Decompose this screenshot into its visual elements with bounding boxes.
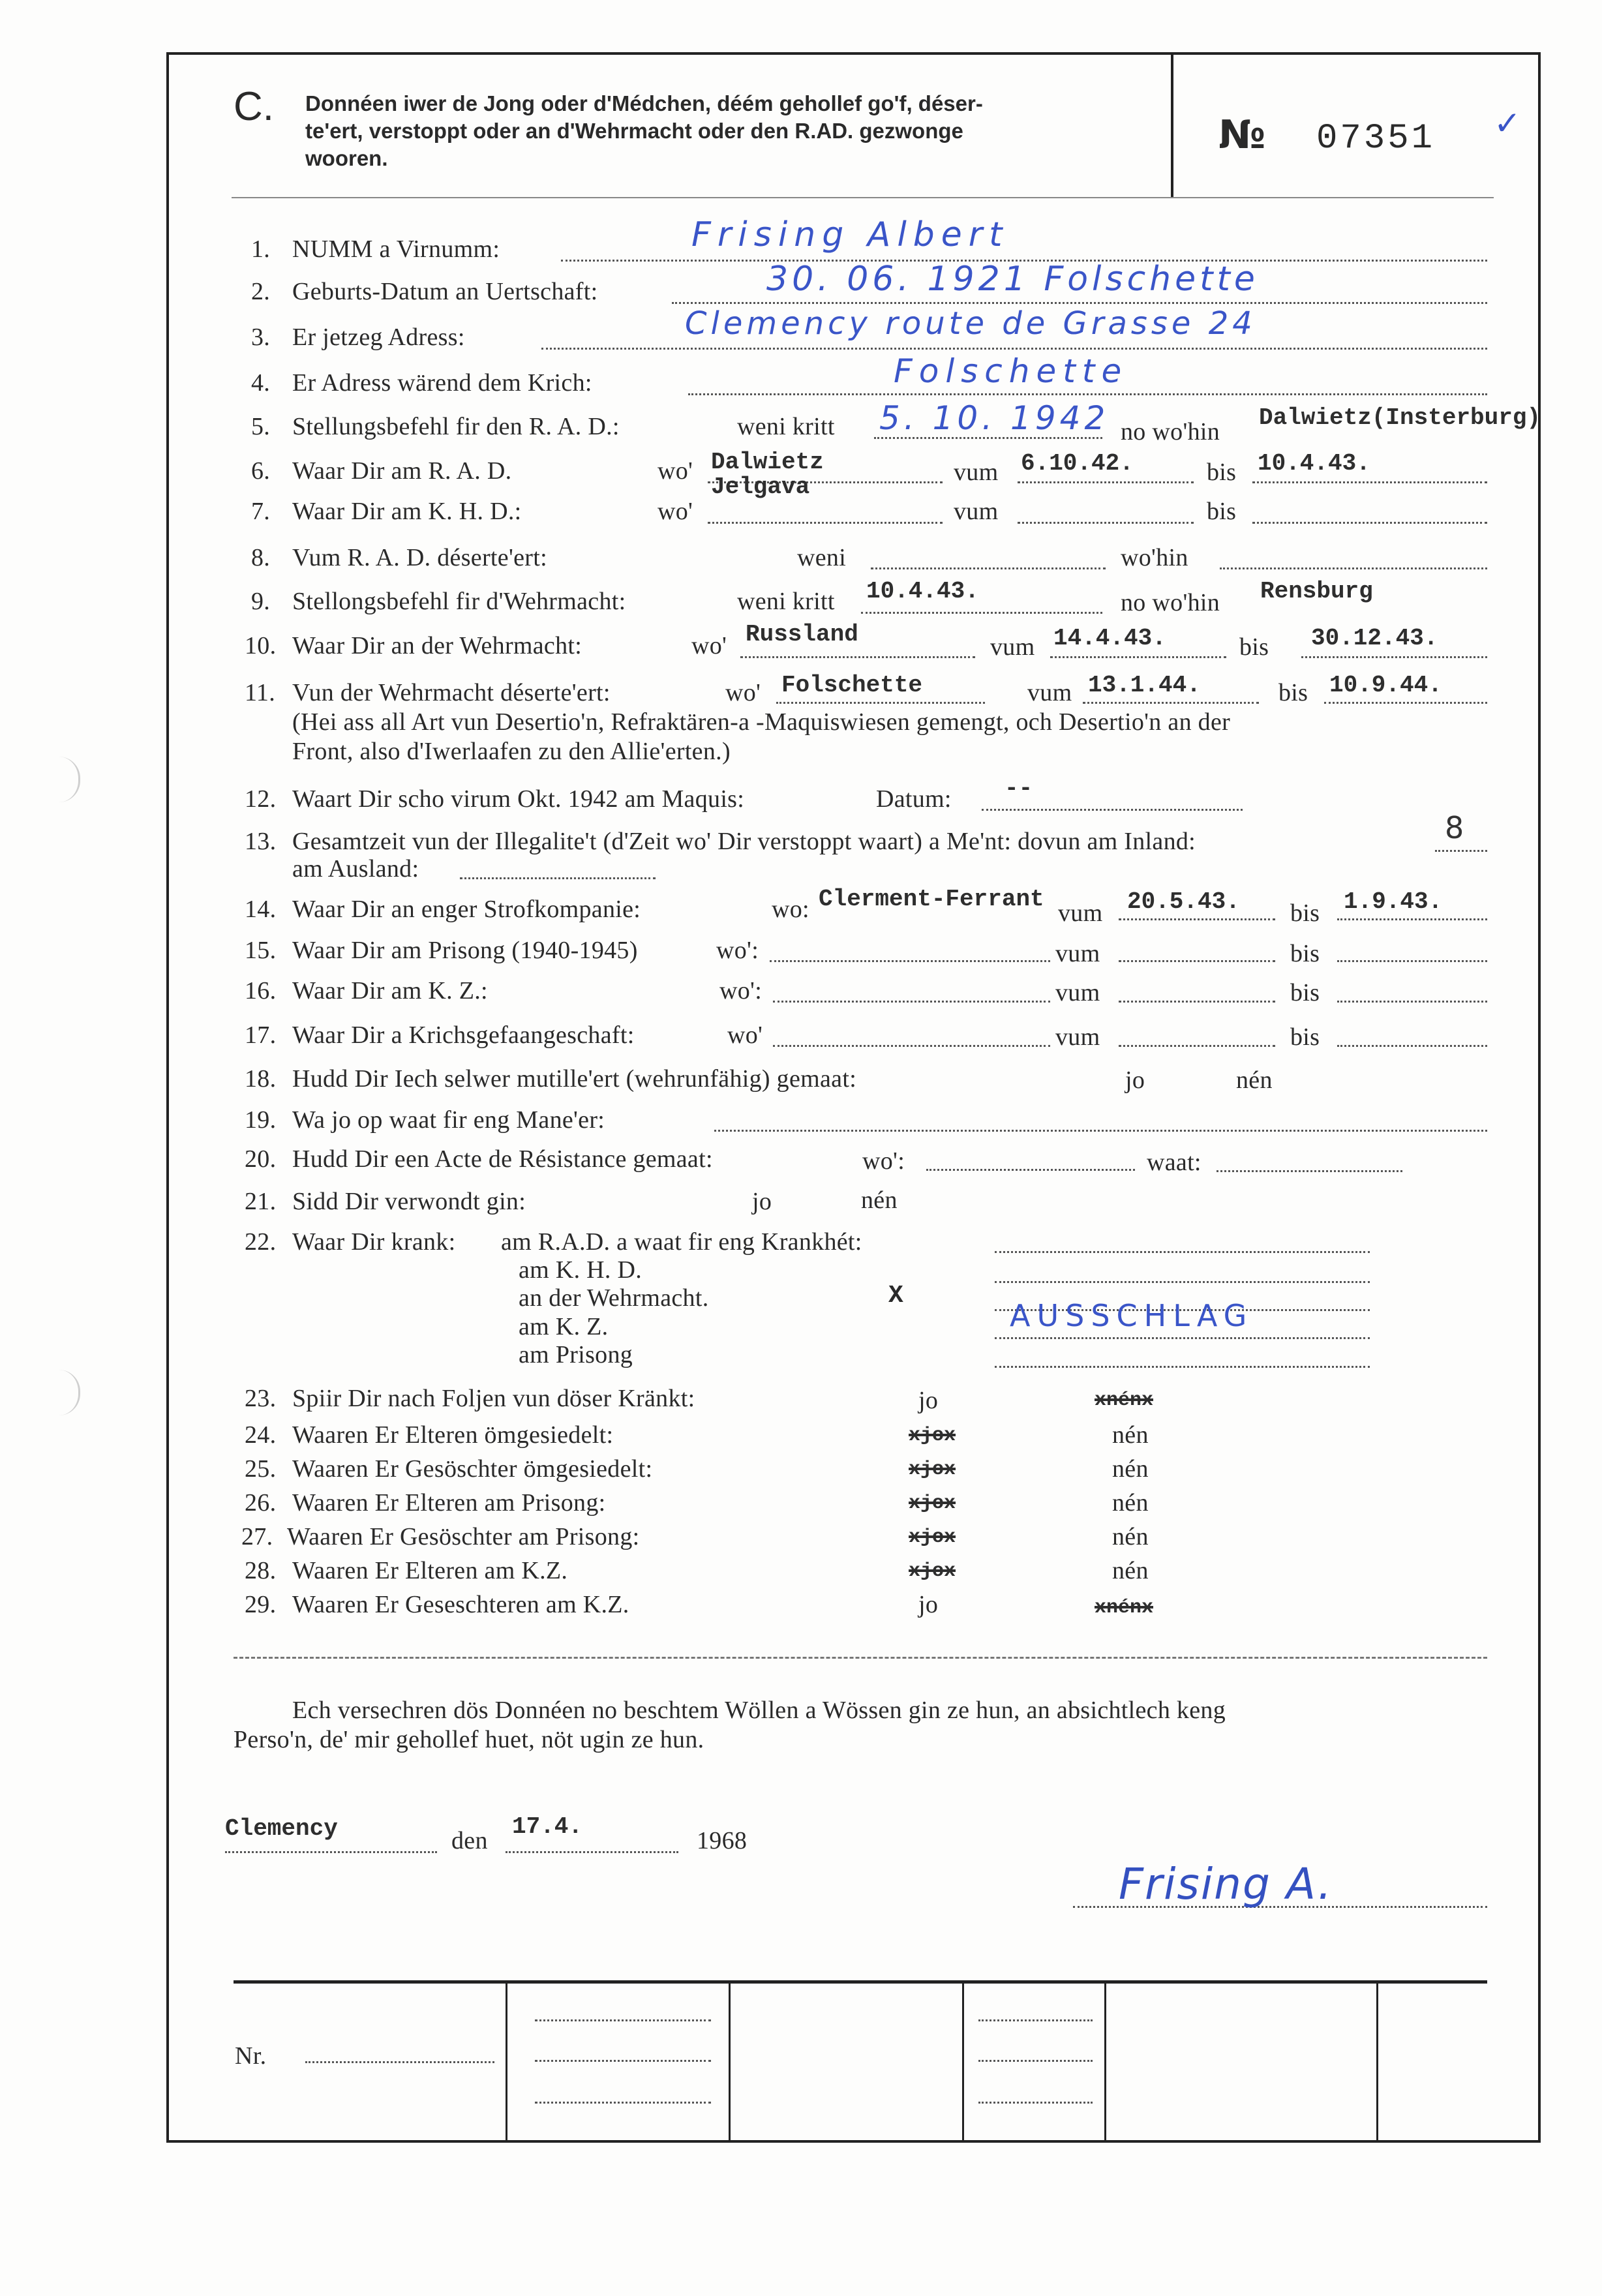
item-5-when-line [874,437,1102,439]
item-13-number: 13. [245,828,277,855]
item-19-number: 19. [245,1106,277,1134]
item-22-label: Waar Dir krank: [292,1228,456,1256]
item-13-inland-line [1435,850,1487,852]
item-21-number: 21. [245,1188,277,1215]
signing-place: Clemency [225,1815,338,1842]
item-11-number: 11. [245,679,275,706]
item-22-sub-rad: am R.A.D. a waat fir eng Krankhét: [501,1228,862,1256]
item-11-vum-label: vum [1027,679,1072,706]
item-11-note-line-2: Front, also d'Iwerlaafen zu den Allie'erten.) [292,738,731,765]
item-16-vum-line [1119,1001,1275,1003]
item-17-bis-label: bis [1290,1023,1320,1051]
item-16-bis-label: bis [1290,979,1320,1006]
item-9-label: Stellongsbefehl fir d'Wehrmacht: [292,588,626,615]
item-13-ausland-label: am Ausland: [292,855,419,883]
item-25-nen: nén [1112,1455,1149,1483]
footer-divider-4 [1104,1980,1106,2140]
item-22-line-5 [995,1366,1370,1368]
item-24-jo-struck: xjox [909,1425,956,1447]
item-10-vum-value: 14.4.43. [1053,625,1166,652]
item-28-nen: nén [1112,1557,1149,1584]
item-11-bis-line [1324,702,1487,704]
item-20-wo-line [926,1169,1135,1171]
declaration-line-1: Ech versechren dös Donnéen no beschtem Wöllen a Wössen gin ze hun, an absichtlech keng [292,1697,1226,1724]
item-29-number: 29. [245,1591,277,1618]
frame-top-border [166,52,1541,55]
item-17-bis-line [1337,1045,1487,1047]
footer-line-d [978,2019,1093,2021]
item-7-wo-value: Jelgava [711,474,810,500]
item-9-when-line [861,612,1102,614]
item-17-vum-label: vum [1055,1023,1100,1051]
item-27-nen: nén [1112,1523,1149,1550]
item-11-vum-line [1083,702,1259,704]
item-6-bis-value: 10.4.43. [1258,450,1370,477]
item-15-bis-line [1337,960,1487,962]
item-17-wo-line [773,1045,1050,1047]
item-2-number: 2. [251,278,271,305]
item-7-wo-line [708,522,943,524]
item-16-number: 16. [245,977,277,1004]
item-7-vum-label: vum [954,498,999,525]
item-10-vum-line [1050,656,1226,658]
item-18-label: Hudd Dir Iech selwer mutille'ert (wehrunfähig) gemaat: [292,1065,857,1093]
punch-hole-top [59,757,80,802]
item-25-jo-struck: xjox [909,1458,956,1481]
item-14-bis-value: 1.9.43. [1344,888,1443,915]
item-12-datum-label: Datum: [876,785,952,813]
intro-line-3: wooren. [305,146,388,170]
item-14-vum-line [1119,918,1275,920]
footer-divider-2 [729,1980,731,2140]
signature: Frising A. [1119,1859,1333,1909]
item-16-wo-line [773,1001,1050,1003]
item-25-number: 25. [245,1455,277,1483]
item-26-number: 26. [245,1489,277,1517]
item-11-bis-value: 10.9.44. [1329,672,1442,699]
intro-line-1: Donnéen iwer de Jong oder d'Médchen, déém gehollef go'f, déser- [305,91,983,115]
item-11-wo-line [776,702,985,704]
item-23-number: 23. [245,1385,277,1412]
item-12-datum-value: -- [1005,775,1033,802]
den-label: den [451,1827,488,1854]
item-15-bis-label: bis [1290,940,1320,967]
item-14-wo-value: Clerment-Ferrant [819,886,1044,913]
item-4-wartime-address: Folschette [894,352,1128,390]
item-22-sub-prisong: am Prisong [519,1341,633,1368]
header-bottom-rule [232,197,1494,198]
item-16-label: Waar Dir am K. Z.: [292,977,488,1004]
item-16-vum-label: vum [1055,979,1100,1006]
header-divider [1171,52,1173,197]
item-6-vum-label: vum [954,459,999,486]
item-24-number: 24. [245,1421,277,1449]
item-9-where-value: Rensburg [1260,578,1373,605]
item-10-bis-value: 30.12.43. [1311,625,1438,652]
item-5-when-label: weni kritt [737,413,835,440]
item-24-nen: nén [1112,1421,1149,1449]
item-28-jo-struck: xjox [909,1560,956,1582]
item-15-wo-label: wo': [716,937,759,964]
item-10-vum-label: vum [990,633,1035,661]
item-21-nen: nén [861,1186,898,1214]
item-26-label: Waaren Er Elteren am Prisong: [292,1489,606,1517]
item-8-when-label: weni [797,544,847,571]
item-14-wo-label: wo: [772,896,809,923]
item-1-label: NUMM a Virnumm: [292,235,500,263]
item-9-number: 9. [251,588,271,615]
item-8-number: 8. [251,544,271,571]
item-10-label: Waar Dir an der Wehrmacht: [292,632,582,659]
item-14-bis-line [1337,918,1487,920]
item-10-wo-line [740,656,975,658]
item-3-address-value: Clemency route de Grasse 24 [685,305,1256,342]
item-23-jo: jo [918,1387,939,1414]
item-13-label: Gesamtzeit vun der Illegalite't (d'Zeit wo' Dir verstoppt waart) a Me'nt: dovun am Inland: [292,828,1196,855]
item-7-bis-label: bis [1207,498,1237,525]
item-11-wo-value: Folschette [781,672,923,699]
declaration-separator [234,1657,1487,1659]
item-21-jo: jo [752,1188,772,1215]
item-27-jo-struck: xjox [909,1526,956,1548]
signing-year: 1968 [697,1827,748,1854]
item-14-vum-label: vum [1058,899,1103,927]
item-17-wo-label: wo' [727,1021,763,1049]
item-22-sub-khd: am K. H. D. [519,1256,642,1284]
item-5-number: 5. [251,413,271,440]
footer-divider-3 [962,1980,964,2140]
item-6-wo-label: wo' [657,457,693,485]
item-21-label: Sidd Dir verwondt gin: [292,1188,526,1215]
item-2-birth-value: 30. 06. 1921 Folschette [766,260,1259,299]
item-5-label: Stellungsbefehl fir den R. A. D.: [292,413,620,440]
footer-line-c [535,2102,711,2104]
item-10-wo-label: wo' [691,632,727,659]
item-14-bis-label: bis [1290,899,1320,927]
item-13-inland-value: 8 [1445,810,1471,845]
item-7-vum-line [1018,522,1194,524]
item-11-wo-label: wo' [725,679,761,706]
item-9-when-label: weni kritt [737,588,835,615]
item-6-vum-value: 6.10.42. [1021,450,1134,477]
item-6-vum-line [1018,481,1194,483]
item-7-label: Waar Dir am K. H. D.: [292,498,522,525]
item-10-bis-line [1301,656,1487,658]
form-number: 07351 [1316,119,1436,159]
item-8-where-label: wo'hin [1121,544,1188,571]
item-6-bis-line [1252,481,1487,483]
item-22-line-1 [995,1251,1370,1253]
item-20-wo-label: wo': [862,1147,905,1175]
item-22-sub-wehrmacht: an der Wehrmacht. [519,1284,709,1312]
item-14-vum-value: 20.5.43. [1127,888,1240,915]
footer-line-b [535,2060,711,2062]
item-23-label: Spiir Dir nach Foljen vun döser Kränkt: [292,1385,695,1412]
item-26-nen: nén [1112,1489,1149,1517]
item-16-wo-label: wo': [719,977,763,1004]
footer-line-a [535,2019,711,2021]
item-27-label: Waaren Er Gesöschter am Prisong: [287,1523,640,1550]
check-mark: ✓ [1494,104,1528,142]
item-17-number: 17. [245,1021,277,1049]
footer-line-e [978,2060,1093,2062]
item-3-line [541,348,1487,350]
item-23-nen-struck: xnénx [1095,1389,1154,1412]
item-20-waat-label: waat: [1147,1149,1202,1176]
declaration-line-2: Perso'n, de' mir gehollef huet, nöt ugin ze hun. [234,1726,704,1753]
item-29-jo: jo [918,1591,939,1618]
item-20-number: 20. [245,1145,277,1173]
signing-date-line [506,1851,678,1853]
item-24-label: Waaren Er Elteren ömgesiedelt: [292,1421,614,1449]
footer-top-rule [234,1980,1487,1984]
item-4-number: 4. [251,369,271,397]
nr-line [305,2061,494,2063]
item-9-when-value: 10.4.43. [866,578,979,605]
item-22-illness-value: AUSSCHLAG [1010,1298,1254,1333]
item-12-number: 12. [245,785,277,813]
item-17-vum-line [1119,1045,1275,1047]
item-2-line [672,302,1487,304]
item-1-number: 1. [251,235,271,263]
item-26-jo-struck: xjox [909,1492,956,1515]
item-18-number: 18. [245,1065,277,1093]
item-12-datum-line [982,809,1243,811]
item-28-number: 28. [245,1557,277,1584]
item-7-wo-label: wo' [657,498,693,525]
item-6-wo-value: Dalwietz [711,449,824,476]
item-2-label: Geburts-Datum an Uertschaft: [292,278,598,305]
item-10-wo-value: Russland [746,621,858,648]
item-9-where-label: no wo'hin [1121,589,1220,616]
item-15-wo-line [770,960,1050,962]
footer-divider-1 [506,1980,507,2140]
item-20-waat-line [1217,1170,1402,1172]
item-6-bis-label: bis [1207,459,1237,486]
footer-line-f [978,2102,1093,2104]
item-22-wehrmacht-mark: X [888,1282,904,1310]
item-11-label: Vun der Wehrmacht déserte'ert: [292,679,611,706]
item-13-ausland-line [460,877,656,879]
footer-divider-5 [1376,1980,1378,2140]
item-1-name-value: Frising Albert [691,215,1009,254]
frame-left-border [166,52,169,2143]
item-6-number: 6. [251,457,271,485]
item-14-label: Waar Dir an enger Strofkompanie: [292,896,641,923]
item-22-line-2 [995,1281,1370,1283]
item-29-label: Waaren Er Geseschteren am K.Z. [292,1591,629,1618]
item-17-label: Waar Dir a Krichsgefaangeschaft: [292,1021,635,1049]
item-5-when-value: 5. 10. 1942 [879,399,1110,437]
number-sign: № [1218,112,1266,158]
item-12-label: Waart Dir scho virum Okt. 1942 am Maquis: [292,785,745,813]
item-20-label: Hudd Dir een Acte de Résistance gemaat: [292,1145,713,1173]
item-10-number: 10. [245,632,277,659]
item-25-label: Waaren Er Gesöschter ömgesiedelt: [292,1455,653,1483]
intro-line-2: te'ert, verstoppt oder an d'Wehrmacht oder den R.AD. gezwonge [305,119,963,143]
item-11-vum-value: 13.1.44. [1088,672,1201,699]
item-22-line-4 [995,1337,1370,1339]
frame-right-border [1538,52,1541,2143]
item-15-vum-label: vum [1055,940,1100,967]
item-22-number: 22. [245,1228,277,1256]
item-18-jo: jo [1125,1066,1145,1094]
item-11-bis-label: bis [1278,679,1308,706]
item-3-number: 3. [251,324,271,351]
item-19-line [714,1130,1487,1132]
nr-label: Nr. [235,2042,267,2070]
item-15-label: Waar Dir am Prisong (1940-1945) [292,937,638,964]
item-27-number: 27. [241,1523,273,1550]
item-15-vum-line [1119,960,1275,962]
item-10-bis-label: bis [1239,633,1269,661]
item-7-bis-line [1252,522,1487,524]
item-7-number: 7. [251,498,271,525]
item-16-bis-line [1337,1001,1487,1003]
item-15-number: 15. [245,937,277,964]
item-11-note-line-1: (Hei ass all Art vun Desertio'n, Refraktären-a -Maquiswiesen gemengt, och Desertio'n an der [292,708,1231,736]
punch-hole-bottom [59,1370,80,1415]
item-8-when-line [871,567,1106,569]
item-6-label: Waar Dir am R. A. D. [292,457,512,485]
item-19-label: Wa jo op waat fir eng Mane'er: [292,1106,605,1134]
item-22-sub-kz: am K. Z. [519,1313,609,1340]
item-3-label: Er jetzeg Adress: [292,324,465,351]
item-29-nen-struck: xnénx [1095,1597,1154,1619]
section-letter: C. [234,84,274,129]
item-8-where-line [1220,567,1487,569]
item-14-number: 14. [245,896,277,923]
item-28-label: Waaren Er Elteren am K.Z. [292,1557,568,1584]
item-4-label: Er Adress wärend dem Krich: [292,369,592,397]
item-8-label: Vum R. A. D. déserte'ert: [292,544,547,571]
frame-bottom-border [166,2140,1541,2143]
item-18-nen: nén [1236,1066,1273,1094]
signing-place-line [225,1851,437,1853]
signing-date: 17.4. [512,1813,583,1840]
item-5-where-value: Dalwietz(Insterburg) [1259,404,1541,431]
item-5-where-label: no wo'hin [1121,418,1220,446]
item-4-line [688,393,1487,395]
